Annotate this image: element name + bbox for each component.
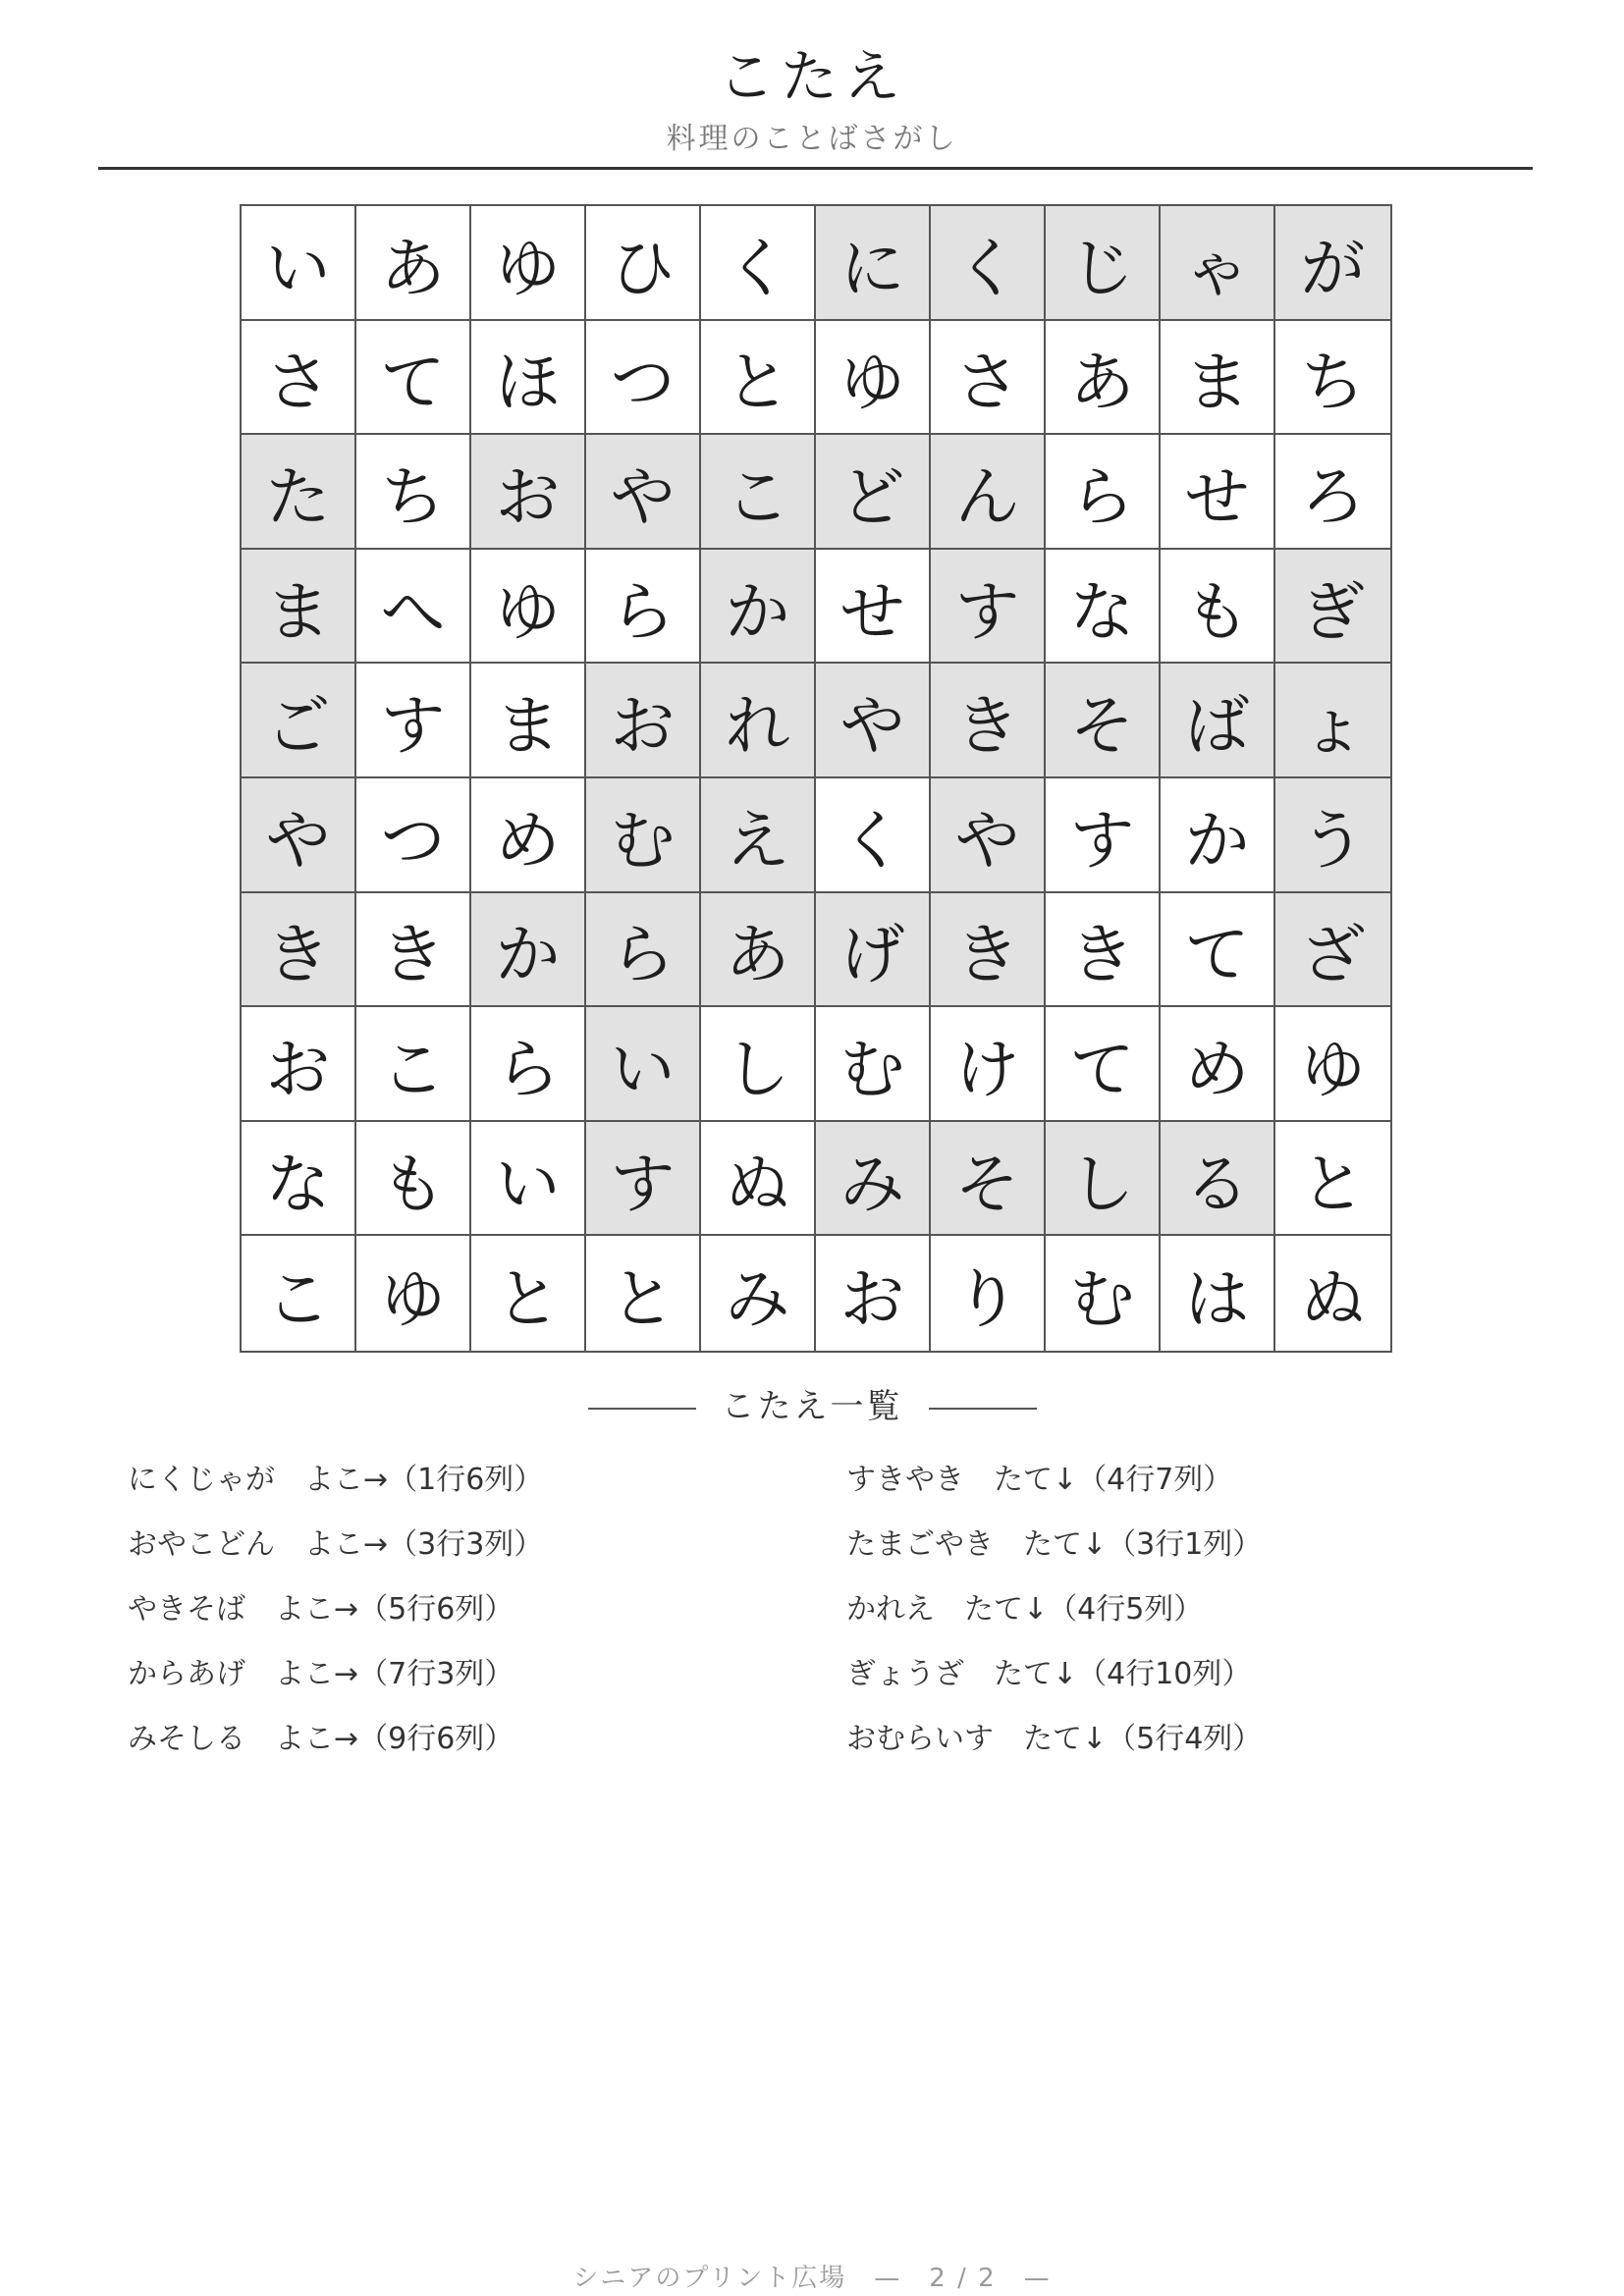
grid-cell: ゆ: [471, 206, 586, 321]
grid-cell: そ: [1046, 664, 1161, 778]
grid-cell: へ: [356, 550, 471, 665]
grid-cell: せ: [1161, 435, 1275, 550]
answer-list-left: [128, 1459, 543, 1783]
grid-cell: て: [1161, 893, 1275, 1008]
grid-cell: そ: [931, 1122, 1046, 1237]
grid-cell: ゆ: [816, 321, 931, 436]
grid-cell: す: [356, 664, 471, 778]
grid-cell: ら: [586, 550, 701, 665]
answer-item: おむらいす たて↓（5行4列）: [846, 1722, 1263, 1756]
grid-cell: ゆ: [471, 550, 586, 665]
grid-cell: お: [816, 1236, 931, 1351]
grid-cell: や: [242, 778, 356, 893]
grid-cell: た: [242, 435, 356, 550]
page-footer: シニアのプリント広場 — 2 / 2 —: [572, 2264, 1052, 2293]
grid-cell: ぬ: [1275, 1236, 1390, 1351]
grid-cell: ら: [586, 893, 701, 1008]
grid-cell: み: [816, 1122, 931, 1237]
grid-cell: や: [816, 664, 931, 778]
grid-cell: し: [701, 1007, 816, 1122]
grid-cell: じ: [1046, 206, 1161, 321]
grid-cell: げ: [816, 893, 931, 1008]
heading-line-left: [588, 1408, 696, 1410]
grid-cell: あ: [356, 206, 471, 321]
grid-cell: ま: [471, 664, 586, 778]
answer-item: にくじゃが よこ→（1行6列）: [128, 1463, 544, 1497]
grid-cell: と: [471, 1236, 586, 1351]
grid-cell: ゆ: [1275, 1007, 1390, 1122]
grid-cell: や: [931, 778, 1046, 893]
answer-item: みそしる よこ→（9行6列）: [128, 1722, 514, 1756]
grid-cell: さ: [242, 321, 356, 436]
answer-item: おやこどん よこ→（3行3列）: [128, 1527, 544, 1562]
grid-cell: む: [586, 778, 701, 893]
header-divider: [98, 167, 1533, 170]
grid-cell: け: [931, 1007, 1046, 1122]
grid-cell: ん: [931, 435, 1046, 550]
page-title: こたえ: [717, 43, 906, 110]
grid-cell: は: [1161, 1236, 1275, 1351]
grid-cell: む: [816, 1007, 931, 1122]
grid-cell: め: [471, 778, 586, 893]
grid-cell: ゆ: [356, 1236, 471, 1351]
grid-cell: ら: [471, 1007, 586, 1122]
answer-list-heading-text: こたえ一覧: [721, 1387, 903, 1426]
grid-cell: ま: [242, 550, 356, 665]
grid-cell: い: [586, 1007, 701, 1122]
grid-cell: ぎ: [1275, 550, 1390, 665]
grid-cell: う: [1275, 778, 1390, 893]
answer-item: からあげ よこ→（7行3列）: [128, 1657, 514, 1691]
grid-cell: て: [356, 321, 471, 436]
answer-item: ぎょうざ たて↓（4行10列）: [846, 1657, 1252, 1691]
grid-cell: む: [1046, 1236, 1161, 1351]
grid-cell: き: [242, 893, 356, 1008]
grid-cell: ち: [356, 435, 471, 550]
grid-cell: き: [931, 893, 1046, 1008]
grid-cell: こ: [242, 1236, 356, 1351]
grid-cell: れ: [701, 664, 816, 778]
grid-cell: ほ: [471, 321, 586, 436]
grid-cell: め: [1161, 1007, 1275, 1122]
grid-cell: ち: [1275, 321, 1390, 436]
grid-cell: て: [1046, 1007, 1161, 1122]
grid-cell: な: [242, 1122, 356, 1237]
grid-cell: こ: [701, 435, 816, 550]
grid-cell: き: [1046, 893, 1161, 1008]
grid-cell: あ: [1046, 321, 1161, 436]
answer-item: かれえ たて↓（4行5列）: [846, 1592, 1204, 1627]
grid-cell: ま: [1161, 321, 1275, 436]
grid-cell: る: [1161, 1122, 1275, 1237]
grid-cell: ど: [816, 435, 931, 550]
grid-cell: ょ: [1275, 664, 1390, 778]
grid-cell: こ: [356, 1007, 471, 1122]
grid-cell: お: [242, 1007, 356, 1122]
grid-cell: し: [1046, 1122, 1161, 1237]
grid-cell: も: [1161, 550, 1275, 665]
grid-cell: と: [586, 1236, 701, 1351]
grid-cell: ば: [1161, 664, 1275, 778]
grid-cell: え: [701, 778, 816, 893]
grid-cell: き: [931, 664, 1046, 778]
grid-cell: ざ: [1275, 893, 1390, 1008]
page-subtitle: 料理のことばさがし: [666, 122, 958, 156]
grid-cell: ら: [1046, 435, 1161, 550]
grid-cell: あ: [701, 893, 816, 1008]
grid-cell: ろ: [1275, 435, 1390, 550]
grid-cell: す: [931, 550, 1046, 665]
grid-cell: ゃ: [1161, 206, 1275, 321]
grid-cell: い: [242, 206, 356, 321]
answer-list-heading: [0, 1382, 1624, 1431]
grid-cell: お: [586, 664, 701, 778]
grid-cell: く: [816, 778, 931, 893]
grid-cell: ご: [242, 664, 356, 778]
grid-cell: や: [586, 435, 701, 550]
grid-cell: な: [1046, 550, 1161, 665]
grid-cell: つ: [356, 778, 471, 893]
answer-item: すきやき たて↓（4行7列）: [846, 1463, 1233, 1497]
grid-cell: つ: [586, 321, 701, 436]
grid-cell: く: [701, 206, 816, 321]
grid-cell: か: [701, 550, 816, 665]
grid-cell: も: [356, 1122, 471, 1237]
grid-cell: せ: [816, 550, 931, 665]
grid-cell: み: [701, 1236, 816, 1351]
grid-cell: に: [816, 206, 931, 321]
grid-cell: ぬ: [701, 1122, 816, 1237]
grid-cell: か: [1161, 778, 1275, 893]
grid-cell: く: [931, 206, 1046, 321]
word-search-grid: [240, 204, 1392, 1353]
grid-cell: り: [931, 1236, 1046, 1351]
grid-cell: と: [1275, 1122, 1390, 1237]
answer-item: たまごやき たて↓（3行1列）: [846, 1527, 1263, 1562]
grid-cell: す: [1046, 778, 1161, 893]
grid-cell: い: [471, 1122, 586, 1237]
grid-cell: と: [701, 321, 816, 436]
answer-item: やきそば よこ→（5行6列）: [128, 1592, 514, 1627]
grid-cell: す: [586, 1122, 701, 1237]
grid-cell: さ: [931, 321, 1046, 436]
heading-line-right: [929, 1408, 1037, 1410]
answer-list-right: [846, 1459, 1262, 1783]
grid-cell: が: [1275, 206, 1390, 321]
grid-cell: か: [471, 893, 586, 1008]
grid-cell: ひ: [586, 206, 701, 321]
grid-cell: き: [356, 893, 471, 1008]
grid-cell: お: [471, 435, 586, 550]
